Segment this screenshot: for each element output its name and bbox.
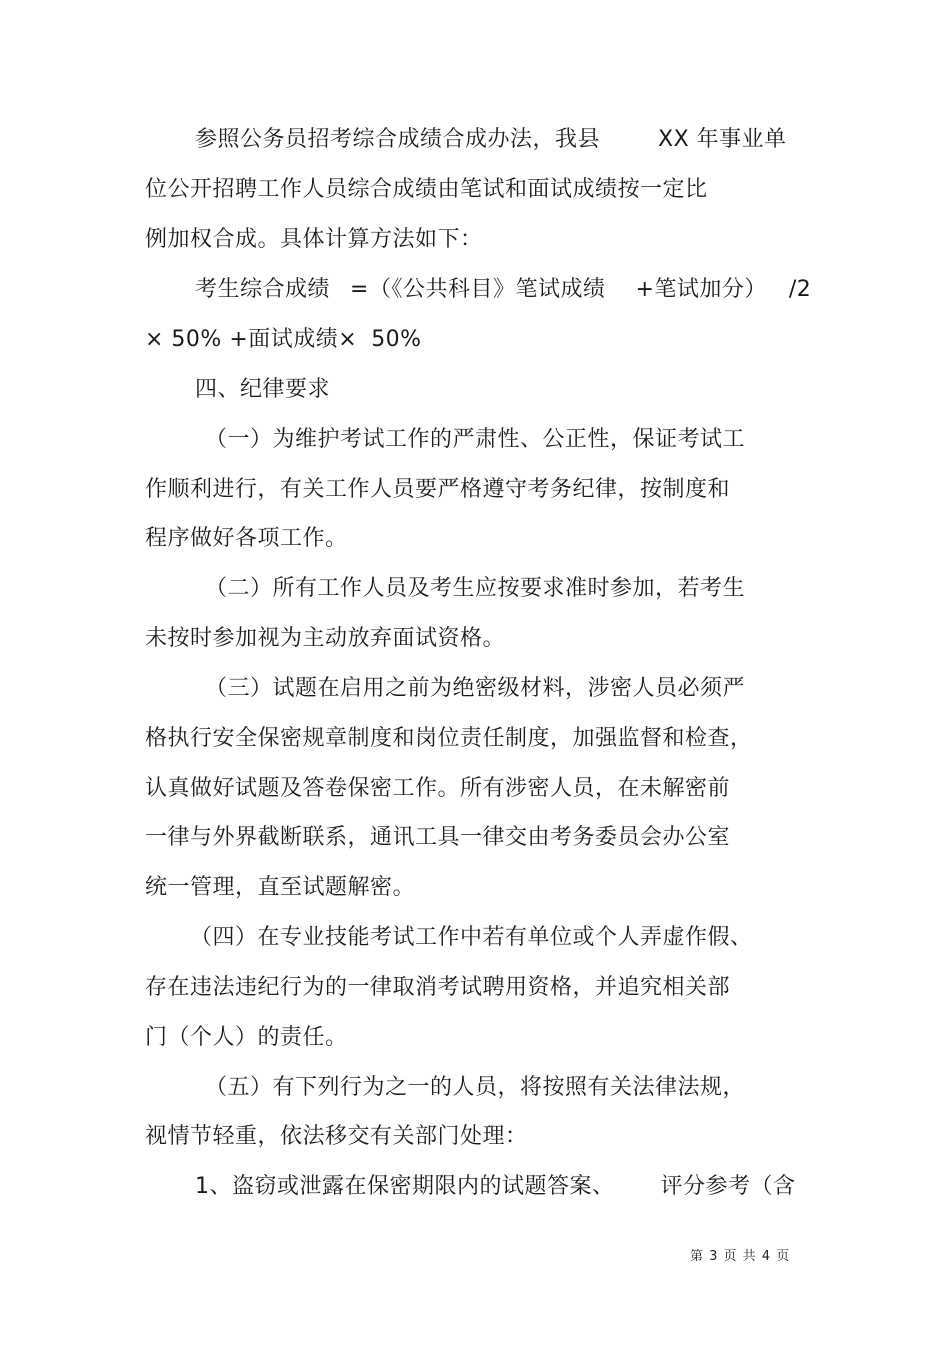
text-run: × 50% +面试成绩× bbox=[145, 327, 358, 352]
section-heading: 四、纪律要求 bbox=[195, 377, 331, 402]
paragraph-line: （四）在专业技能考试工作中若有单位或个人弄虚作假、 bbox=[190, 925, 753, 950]
paragraph-line: 格执行安全保密规章制度和岗位责任制度，加强监督和检查， bbox=[145, 726, 753, 751]
text-run: =（《公共科目》笔试成绩 bbox=[350, 277, 606, 302]
text-run: /2 bbox=[788, 277, 812, 302]
text-run: +笔试加分） bbox=[635, 277, 767, 302]
paragraph-line: （三）试题在启用之前为绝密级材料，涉密人员必须严 bbox=[205, 676, 746, 701]
paragraph-line: 程序做好各项工作。 bbox=[145, 526, 348, 551]
text-run: 1、盗窃或泄露在保密期限内的试题答案、 bbox=[195, 1174, 615, 1199]
paragraph-line: 作顺利进行，有关工作人员要严格遵守考务纪律，按制度和 bbox=[145, 477, 731, 502]
text-run: 评分参考（含 bbox=[660, 1174, 796, 1199]
formula-line bbox=[195, 275, 811, 305]
paragraph-line bbox=[195, 1172, 796, 1202]
paragraph-line: 视情节轻重，依法移交有关部门处理： bbox=[145, 1124, 528, 1149]
paragraph-line: （五）有下列行为之一的人员，将按照有关法律法规， bbox=[205, 1075, 746, 1100]
paragraph-line: （一）为维护考试工作的严肃性、公正性，保证考试工 bbox=[205, 427, 746, 452]
formula-line bbox=[145, 325, 422, 355]
paragraph-line: 一律与外界截断联系，通讯工具一律交由考务委员会办公室 bbox=[145, 825, 731, 850]
text-run: 考生综合成绩 bbox=[195, 277, 331, 302]
paragraph-line: 未按时参加视为主动放弃面试资格。 bbox=[145, 626, 506, 651]
paragraph-line: 例加权合成。具体计算方法如下： bbox=[145, 227, 483, 252]
paragraph-line: 位公开招聘工作人员综合成绩由笔试和面试成绩按一定比 bbox=[145, 177, 708, 202]
text-run: 参照公务员招考综合成绩合成办法，我县 bbox=[195, 127, 601, 152]
paragraph-line bbox=[195, 125, 787, 155]
paragraph-line: 认真做好试题及答卷保密工作。所有涉密人员，在未解密前 bbox=[145, 776, 731, 801]
paragraph-line: （二）所有工作人员及考生应按要求准时参加，若考生 bbox=[205, 576, 746, 601]
page-number: 第 3 页 共 4 页 bbox=[690, 1249, 791, 1264]
text-run: XX 年事业单 bbox=[658, 127, 787, 152]
paragraph-line: 存在违法违纪行为的一律取消考试聘用资格，并追究相关部 bbox=[145, 975, 731, 1000]
paragraph-line: 统一管理，直至试题解密。 bbox=[145, 875, 416, 900]
text-run: 50% bbox=[371, 327, 422, 352]
paragraph-line: 门（个人）的责任。 bbox=[145, 1025, 348, 1050]
